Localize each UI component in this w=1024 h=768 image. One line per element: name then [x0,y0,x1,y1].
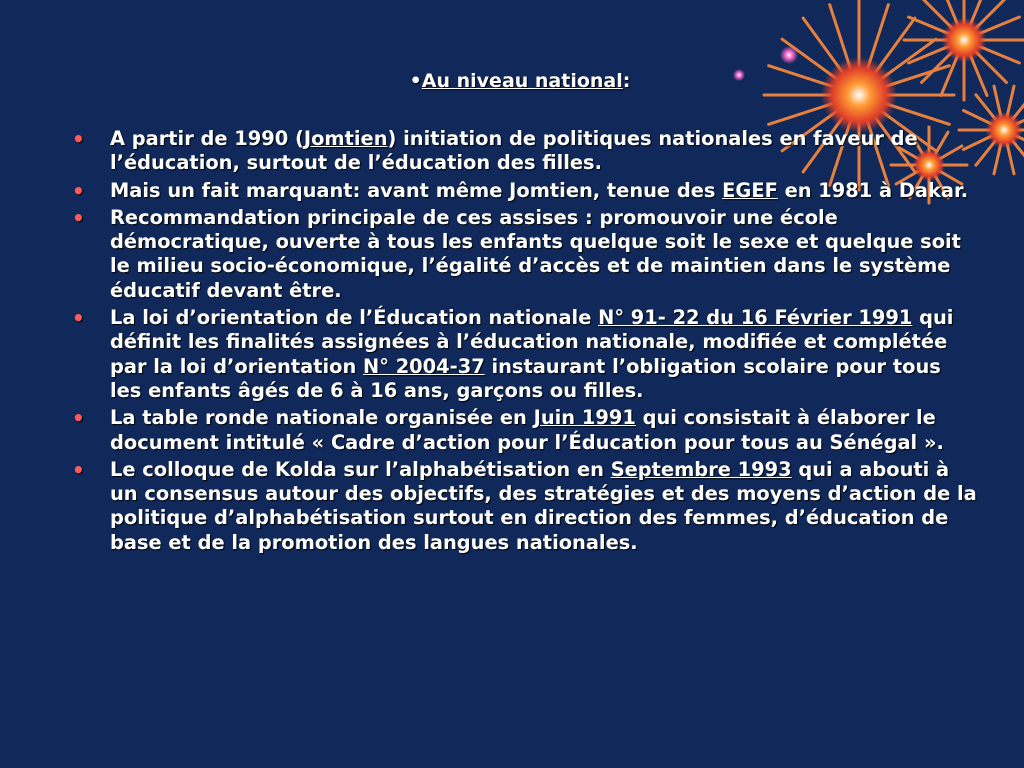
bullet-text: A partir de 1990 ( [110,127,304,150]
bullet-item [72,206,977,303]
bullet-text: Recommandation principale de ces assises : promouvoir une école démocratique, ouverte à tous les enfants quelque soit le sexe et quelque soit le milieu socio-économique, l’égalité d’accès et de maintien dans le système éducatif devant être. [110,205,961,302]
slide-heading [0,70,1024,92]
bullet-text: La table ronde nationale organisée en [110,406,534,430]
bullet-text: Mais un fait marquant: avant même Jomtien, tenue des [110,178,723,202]
bullet-text-underlined: N° 91- 22 du 16 Février 1991 [598,306,913,330]
bullet-text-underlined: Jomtien [303,127,388,150]
bullet-item [72,458,977,555]
bullet-text: qui consistait à élaborer le document intitulé « Cadre d’action pour l’Éducation pour tous au Sénégal ». [110,406,944,454]
bullet-text: en 1981 à Dakar. [777,178,969,202]
heading-text: Au niveau national [421,70,623,92]
heading-bullet: • [409,70,422,92]
bullet-text-underlined: Septembre 1993 [610,457,792,481]
bullet-text: La loi d’orientation de l’Éducation nationale [110,306,599,330]
bullet-list [72,127,977,558]
bullet-item [72,179,977,203]
bullet-text-underlined: EGEF [722,178,778,202]
heading-colon: : [622,70,631,92]
bullet-text-underlined: Juin 1991 [533,406,636,430]
bullet-text: Le colloque de Kolda sur l’alphabétisation en [110,457,611,481]
bullet-text: qui définit les finalités assignées à l’éducation nationale, modifiée et complétée par la loi d’orientation [110,306,954,378]
bullet-text: qui a abouti à un consensus autour des objectifs, des stratégies et des moyens d’action de la politique d’alphabétisation surtout en direction des femmes, d’éducation de base et de la promotion des langues nationales. [110,457,977,554]
bullet-item [72,127,977,176]
bullet-item [72,406,977,455]
bullet-item [72,306,977,403]
bullet-text: ) initiation de politiques nationales en faveur de l’éducation, surtout de l’éducation des filles. [110,127,918,175]
bullet-text-underlined: N° 2004-37 [363,354,485,378]
bullet-text: instaurant l’obligation scolaire pour tous les enfants âgés de 6 à 16 ans, garçons ou filles. [110,354,941,402]
